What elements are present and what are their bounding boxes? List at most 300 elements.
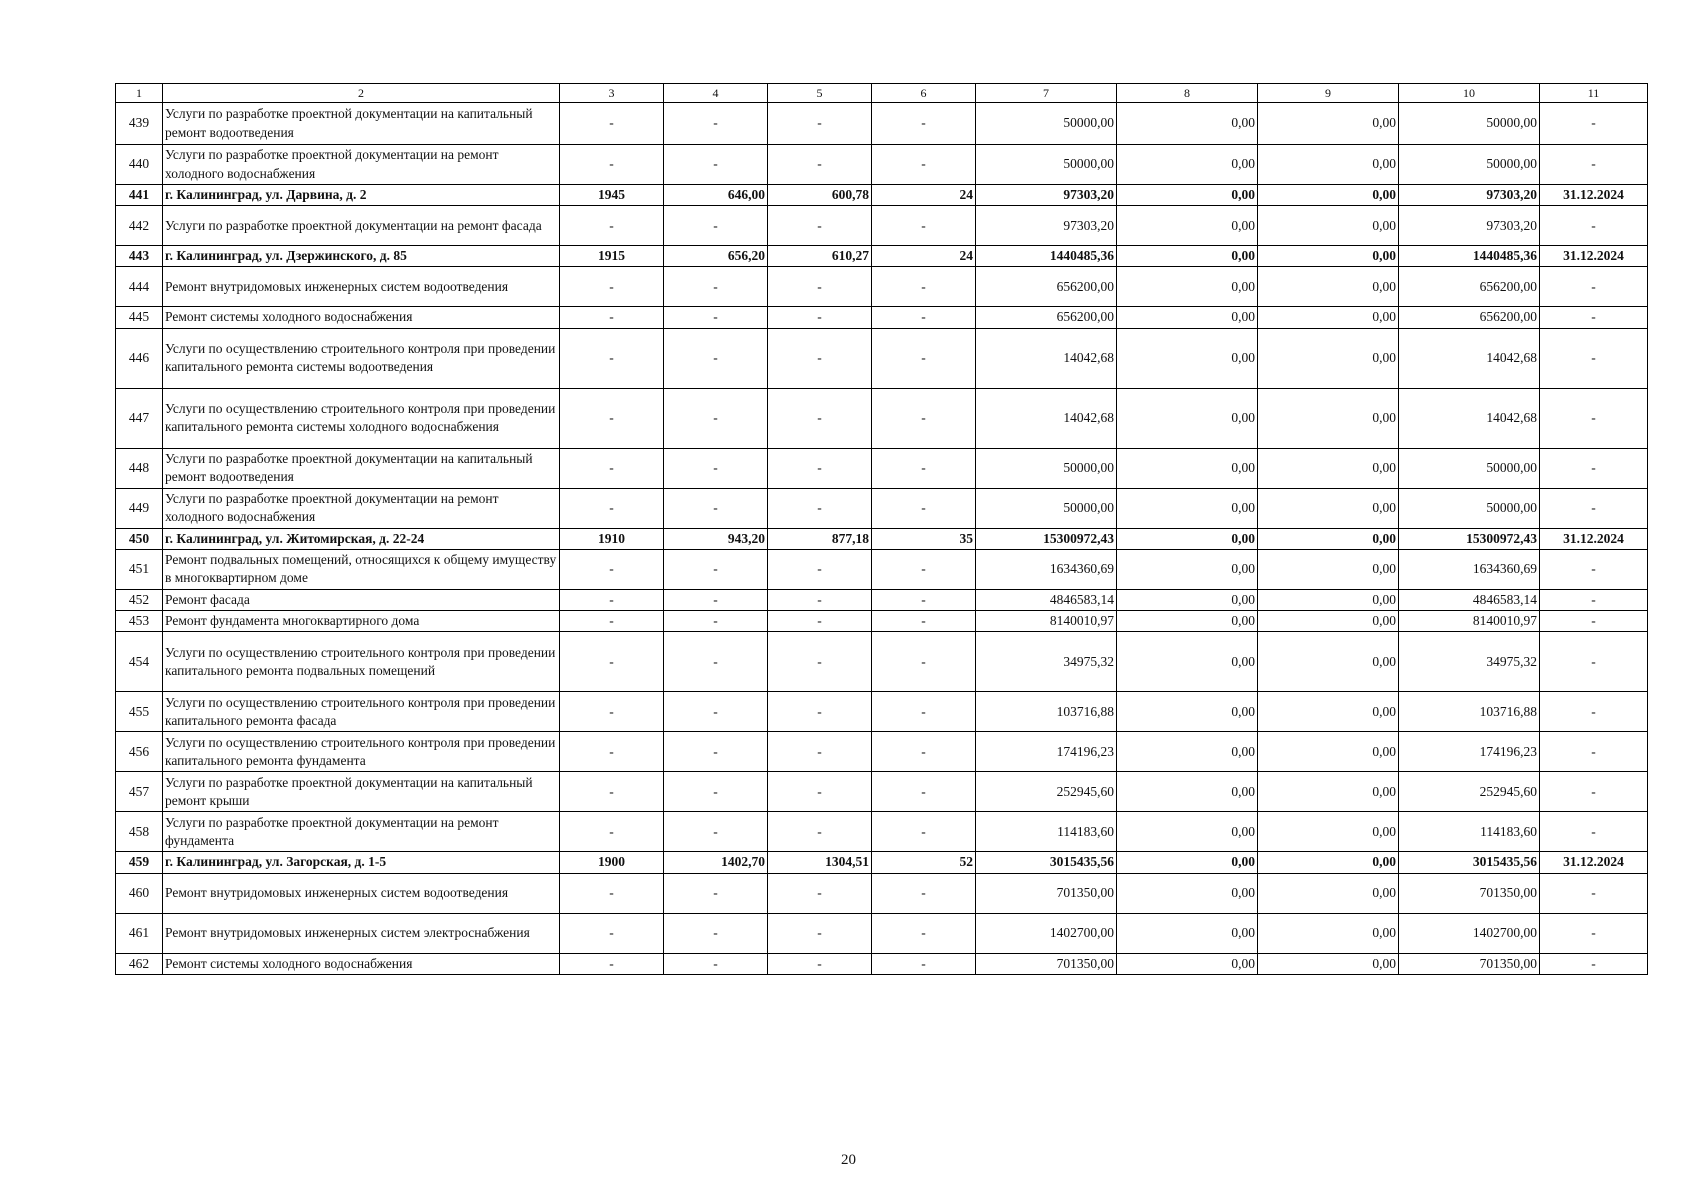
col-9-value: 0,00 [1258,246,1399,267]
table-row [116,185,1648,206]
col-10-value: 114183,60 [1399,812,1540,852]
col-4-value: - [664,772,768,812]
col-3-value: - [560,267,664,307]
col-7-value: 252945,60 [976,772,1117,812]
col-3-value: - [560,328,664,388]
col-6-value: - [872,611,976,632]
col-11-value: - [1540,488,1648,528]
item-description: Услуги по осуществлению строительного контроля при проведении капитального ремонта системы холодного водоснабжения [163,388,560,448]
col-6-value: - [872,267,976,307]
item-description: Ремонт внутридомовых инженерных систем водоотведения [163,873,560,913]
col-8-value: 0,00 [1117,549,1258,589]
col-3-value: - [560,632,664,692]
item-description: Ремонт системы холодного водоснабжения [163,953,560,974]
col-10-value: 97303,20 [1399,206,1540,246]
item-description: г. Калининград, ул. Загорская, д. 1-5 [163,852,560,873]
col-3-value: - [560,103,664,145]
row-number: 458 [116,812,163,852]
row-number: 456 [116,732,163,772]
row-number: 454 [116,632,163,692]
col-11-value: 31.12.2024 [1540,852,1648,873]
table-row [116,611,1648,632]
col-7-value: 50000,00 [976,448,1117,488]
col-3-value: - [560,772,664,812]
col-10-value: 50000,00 [1399,448,1540,488]
col-7-value: 701350,00 [976,953,1117,974]
table-row [116,772,1648,812]
col-9-value: 0,00 [1258,267,1399,307]
col-9-value: 0,00 [1258,307,1399,328]
table-row [116,145,1648,185]
col-3-value: - [560,307,664,328]
col-7-value: 103716,88 [976,692,1117,732]
col-8-value: 0,00 [1117,873,1258,913]
item-description: Услуги по разработке проектной документации на ремонт фундамента [163,812,560,852]
table-row [116,632,1648,692]
col-9-value: 0,00 [1258,388,1399,448]
col-5-value: - [768,589,872,610]
col-5-value: - [768,953,872,974]
col-4-value: 646,00 [664,185,768,206]
col-10-value: 4846583,14 [1399,589,1540,610]
col-5-value: - [768,307,872,328]
col-8-value: 0,00 [1117,185,1258,206]
item-description: Услуги по разработке проектной документации на капитальный ремонт водоотведения [163,448,560,488]
table-row [116,448,1648,488]
col-6-value: - [872,589,976,610]
col-4-value: - [664,589,768,610]
col-9-value: 0,00 [1258,852,1399,873]
col-3-value: 1900 [560,852,664,873]
col-11-value: - [1540,145,1648,185]
col-3-value: 1915 [560,246,664,267]
item-description: Услуги по разработке проектной документации на капитальный ремонт крыши [163,772,560,812]
row-number: 455 [116,692,163,732]
row-number: 453 [116,611,163,632]
col-7-value: 50000,00 [976,145,1117,185]
col-6-value: - [872,103,976,145]
col-4-value: - [664,812,768,852]
col-7-value: 1634360,69 [976,549,1117,589]
row-number: 457 [116,772,163,812]
col-6-value: - [872,549,976,589]
col-3-value: - [560,692,664,732]
col-4-value: - [664,307,768,328]
col-7-value: 3015435,56 [976,852,1117,873]
col-6-value: - [872,772,976,812]
col-9-value: 0,00 [1258,611,1399,632]
item-description: г. Калининград, ул. Житомирская, д. 22-24 [163,528,560,549]
item-description: Ремонт системы холодного водоснабжения [163,307,560,328]
col-3-value: - [560,549,664,589]
col-8-value: 0,00 [1117,632,1258,692]
col-4-value: - [664,913,768,953]
col-6-value: - [872,692,976,732]
col-3-value: - [560,953,664,974]
col-10-value: 14042,68 [1399,328,1540,388]
row-number: 444 [116,267,163,307]
col-8-value: 0,00 [1117,589,1258,610]
col-10-value: 15300972,43 [1399,528,1540,549]
col-11-value: - [1540,206,1648,246]
col-8-value: 0,00 [1117,812,1258,852]
col-5-value: - [768,772,872,812]
row-number: 462 [116,953,163,974]
col-5-value: - [768,448,872,488]
col-8-value: 0,00 [1117,611,1258,632]
col-4-value: - [664,145,768,185]
col-5-value: - [768,913,872,953]
col-6-value: - [872,812,976,852]
col-8-value: 0,00 [1117,103,1258,145]
col-7-value: 14042,68 [976,388,1117,448]
col-4-value: - [664,206,768,246]
col-7-value: 34975,32 [976,632,1117,692]
col-5-value: 610,27 [768,246,872,267]
col-9-value: 0,00 [1258,185,1399,206]
col-11-value: - [1540,448,1648,488]
col-11-value: 31.12.2024 [1540,528,1648,549]
col-9-value: 0,00 [1258,812,1399,852]
col-11-value: - [1540,953,1648,974]
col-3-value: 1910 [560,528,664,549]
col-7-value: 656200,00 [976,267,1117,307]
col-10-value: 34975,32 [1399,632,1540,692]
row-number: 441 [116,185,163,206]
col-10-value: 3015435,56 [1399,852,1540,873]
table-row [116,549,1648,589]
table-row [116,103,1648,145]
col-5-value: - [768,103,872,145]
col-6-value: 52 [872,852,976,873]
column-number: 8 [1117,84,1258,103]
table-row [116,528,1648,549]
col-3-value: - [560,206,664,246]
col-11-value: 31.12.2024 [1540,246,1648,267]
col-6-value: - [872,448,976,488]
col-4-value: - [664,488,768,528]
col-7-value: 50000,00 [976,103,1117,145]
item-description: Ремонт фасада [163,589,560,610]
row-number: 452 [116,589,163,610]
table-row [116,873,1648,913]
row-number: 442 [116,206,163,246]
row-number: 447 [116,388,163,448]
col-3-value: - [560,488,664,528]
table-row [116,328,1648,388]
col-9-value: 0,00 [1258,448,1399,488]
col-6-value: - [872,632,976,692]
col-4-value: - [664,873,768,913]
table-body [116,103,1648,975]
table-row [116,267,1648,307]
col-8-value: 0,00 [1117,953,1258,974]
col-6-value: - [872,388,976,448]
col-5-value: - [768,611,872,632]
column-number: 1 [116,84,163,103]
col-5-value: - [768,549,872,589]
col-6-value: 24 [872,185,976,206]
item-description: Услуги по разработке проектной документации на ремонт фасада [163,206,560,246]
col-3-value: - [560,589,664,610]
col-8-value: 0,00 [1117,448,1258,488]
col-9-value: 0,00 [1258,145,1399,185]
col-5-value: - [768,145,872,185]
col-5-value: 877,18 [768,528,872,549]
col-4-value: 1402,70 [664,852,768,873]
col-3-value: - [560,913,664,953]
col-9-value: 0,00 [1258,328,1399,388]
col-6-value: - [872,953,976,974]
row-number: 440 [116,145,163,185]
row-number: 439 [116,103,163,145]
col-5-value: - [768,206,872,246]
col-5-value: 600,78 [768,185,872,206]
col-9-value: 0,00 [1258,913,1399,953]
col-10-value: 1634360,69 [1399,549,1540,589]
col-5-value: 1304,51 [768,852,872,873]
col-7-value: 701350,00 [976,873,1117,913]
col-3-value: - [560,388,664,448]
col-7-value: 97303,20 [976,206,1117,246]
col-9-value: 0,00 [1258,488,1399,528]
col-10-value: 97303,20 [1399,185,1540,206]
table-row [116,852,1648,873]
table-row [116,488,1648,528]
col-4-value: - [664,549,768,589]
col-5-value: - [768,692,872,732]
col-11-value: - [1540,772,1648,812]
column-number: 7 [976,84,1117,103]
col-5-value: - [768,732,872,772]
column-number: 2 [163,84,560,103]
col-8-value: 0,00 [1117,772,1258,812]
col-6-value: - [872,732,976,772]
item-description: Услуги по осуществлению строительного контроля при проведении капитального ремонта фасада [163,692,560,732]
col-10-value: 701350,00 [1399,873,1540,913]
table-row [116,206,1648,246]
col-10-value: 174196,23 [1399,732,1540,772]
col-11-value: - [1540,873,1648,913]
table-row [116,388,1648,448]
row-number: 446 [116,328,163,388]
item-description: Ремонт фундамента многоквартирного дома [163,611,560,632]
col-11-value: - [1540,328,1648,388]
col-11-value: 31.12.2024 [1540,185,1648,206]
col-11-value: - [1540,589,1648,610]
col-3-value: - [560,873,664,913]
col-8-value: 0,00 [1117,328,1258,388]
col-11-value: - [1540,103,1648,145]
col-6-value: - [872,206,976,246]
column-number: 10 [1399,84,1540,103]
col-11-value: - [1540,632,1648,692]
col-9-value: 0,00 [1258,692,1399,732]
col-9-value: 0,00 [1258,772,1399,812]
col-7-value: 14042,68 [976,328,1117,388]
col-3-value: - [560,448,664,488]
col-9-value: 0,00 [1258,873,1399,913]
col-3-value: - [560,732,664,772]
table-row [116,732,1648,772]
col-9-value: 0,00 [1258,732,1399,772]
col-6-value: - [872,488,976,528]
col-9-value: 0,00 [1258,549,1399,589]
col-7-value: 114183,60 [976,812,1117,852]
col-11-value: - [1540,692,1648,732]
col-11-value: - [1540,732,1648,772]
item-description: Услуги по разработке проектной документации на ремонт холодного водоснабжения [163,145,560,185]
col-3-value: - [560,812,664,852]
table-row [116,307,1648,328]
column-number: 4 [664,84,768,103]
col-11-value: - [1540,611,1648,632]
column-number: 11 [1540,84,1648,103]
col-4-value: - [664,388,768,448]
col-7-value: 50000,00 [976,488,1117,528]
col-10-value: 701350,00 [1399,953,1540,974]
col-8-value: 0,00 [1117,206,1258,246]
col-4-value: - [664,103,768,145]
col-7-value: 15300972,43 [976,528,1117,549]
col-5-value: - [768,267,872,307]
col-3-value: 1945 [560,185,664,206]
col-8-value: 0,00 [1117,246,1258,267]
col-11-value: - [1540,812,1648,852]
col-8-value: 0,00 [1117,267,1258,307]
table-row [116,812,1648,852]
col-10-value: 50000,00 [1399,103,1540,145]
col-8-value: 0,00 [1117,913,1258,953]
table-row [116,246,1648,267]
column-number: 9 [1258,84,1399,103]
col-10-value: 656200,00 [1399,307,1540,328]
table-row [116,692,1648,732]
col-7-value: 1402700,00 [976,913,1117,953]
col-11-value: - [1540,913,1648,953]
capital-repair-table [115,83,1648,975]
col-6-value: - [872,328,976,388]
col-10-value: 14042,68 [1399,388,1540,448]
item-description: Услуги по разработке проектной документации на капитальный ремонт водоотведения [163,103,560,145]
col-6-value: 35 [872,528,976,549]
col-9-value: 0,00 [1258,103,1399,145]
row-number: 461 [116,913,163,953]
col-8-value: 0,00 [1117,528,1258,549]
row-number: 443 [116,246,163,267]
column-number: 3 [560,84,664,103]
table-row [116,953,1648,974]
item-description: Услуги по осуществлению строительного контроля при проведении капитального ремонта системы водоотведения [163,328,560,388]
col-6-value: - [872,307,976,328]
col-5-value: - [768,873,872,913]
col-7-value: 1440485,36 [976,246,1117,267]
col-6-value: 24 [872,246,976,267]
col-6-value: - [872,913,976,953]
col-9-value: 0,00 [1258,589,1399,610]
col-9-value: 0,00 [1258,206,1399,246]
col-10-value: 50000,00 [1399,145,1540,185]
col-4-value: 656,20 [664,246,768,267]
item-description: Услуги по осуществлению строительного контроля при проведении капитального ремонта подвальных помещений [163,632,560,692]
col-11-value: - [1540,267,1648,307]
col-6-value: - [872,145,976,185]
row-number: 450 [116,528,163,549]
col-9-value: 0,00 [1258,632,1399,692]
col-4-value: - [664,448,768,488]
row-number: 448 [116,448,163,488]
col-7-value: 4846583,14 [976,589,1117,610]
table-row [116,913,1648,953]
column-number-header [116,84,1648,103]
col-9-value: 0,00 [1258,528,1399,549]
col-10-value: 252945,60 [1399,772,1540,812]
table-row [116,589,1648,610]
col-4-value: - [664,632,768,692]
col-8-value: 0,00 [1117,732,1258,772]
col-5-value: - [768,812,872,852]
col-5-value: - [768,488,872,528]
col-8-value: 0,00 [1117,145,1258,185]
row-number: 449 [116,488,163,528]
col-5-value: - [768,328,872,388]
page-number: 20 [841,1152,856,1168]
column-number: 5 [768,84,872,103]
col-6-value: - [872,873,976,913]
col-4-value: - [664,692,768,732]
column-number: 6 [872,84,976,103]
col-10-value: 8140010,97 [1399,611,1540,632]
col-7-value: 8140010,97 [976,611,1117,632]
col-4-value: - [664,267,768,307]
col-9-value: 0,00 [1258,953,1399,974]
row-number: 460 [116,873,163,913]
item-description: Ремонт подвальных помещений, относящихся к общему имуществу в многоквартирном доме [163,549,560,589]
item-description: Услуги по разработке проектной документации на ремонт холодного водоснабжения [163,488,560,528]
col-4-value: - [664,611,768,632]
col-10-value: 103716,88 [1399,692,1540,732]
col-11-value: - [1540,549,1648,589]
row-number: 459 [116,852,163,873]
row-number: 451 [116,549,163,589]
col-4-value: - [664,328,768,388]
col-10-value: 1440485,36 [1399,246,1540,267]
col-8-value: 0,00 [1117,852,1258,873]
col-10-value: 656200,00 [1399,267,1540,307]
item-description: Ремонт внутридомовых инженерных систем электроснабжения [163,913,560,953]
col-4-value: 943,20 [664,528,768,549]
col-10-value: 1402700,00 [1399,913,1540,953]
col-5-value: - [768,388,872,448]
col-11-value: - [1540,388,1648,448]
row-number: 445 [116,307,163,328]
col-7-value: 174196,23 [976,732,1117,772]
item-description: Ремонт внутридомовых инженерных систем водоотведения [163,267,560,307]
col-7-value: 656200,00 [976,307,1117,328]
col-8-value: 0,00 [1117,388,1258,448]
col-4-value: - [664,732,768,772]
col-4-value: - [664,953,768,974]
col-7-value: 97303,20 [976,185,1117,206]
item-description: г. Калининград, ул. Дарвина, д. 2 [163,185,560,206]
col-3-value: - [560,611,664,632]
item-description: г. Калининград, ул. Дзержинского, д. 85 [163,246,560,267]
col-8-value: 0,00 [1117,488,1258,528]
col-3-value: - [560,145,664,185]
col-8-value: 0,00 [1117,692,1258,732]
col-11-value: - [1540,307,1648,328]
col-8-value: 0,00 [1117,307,1258,328]
